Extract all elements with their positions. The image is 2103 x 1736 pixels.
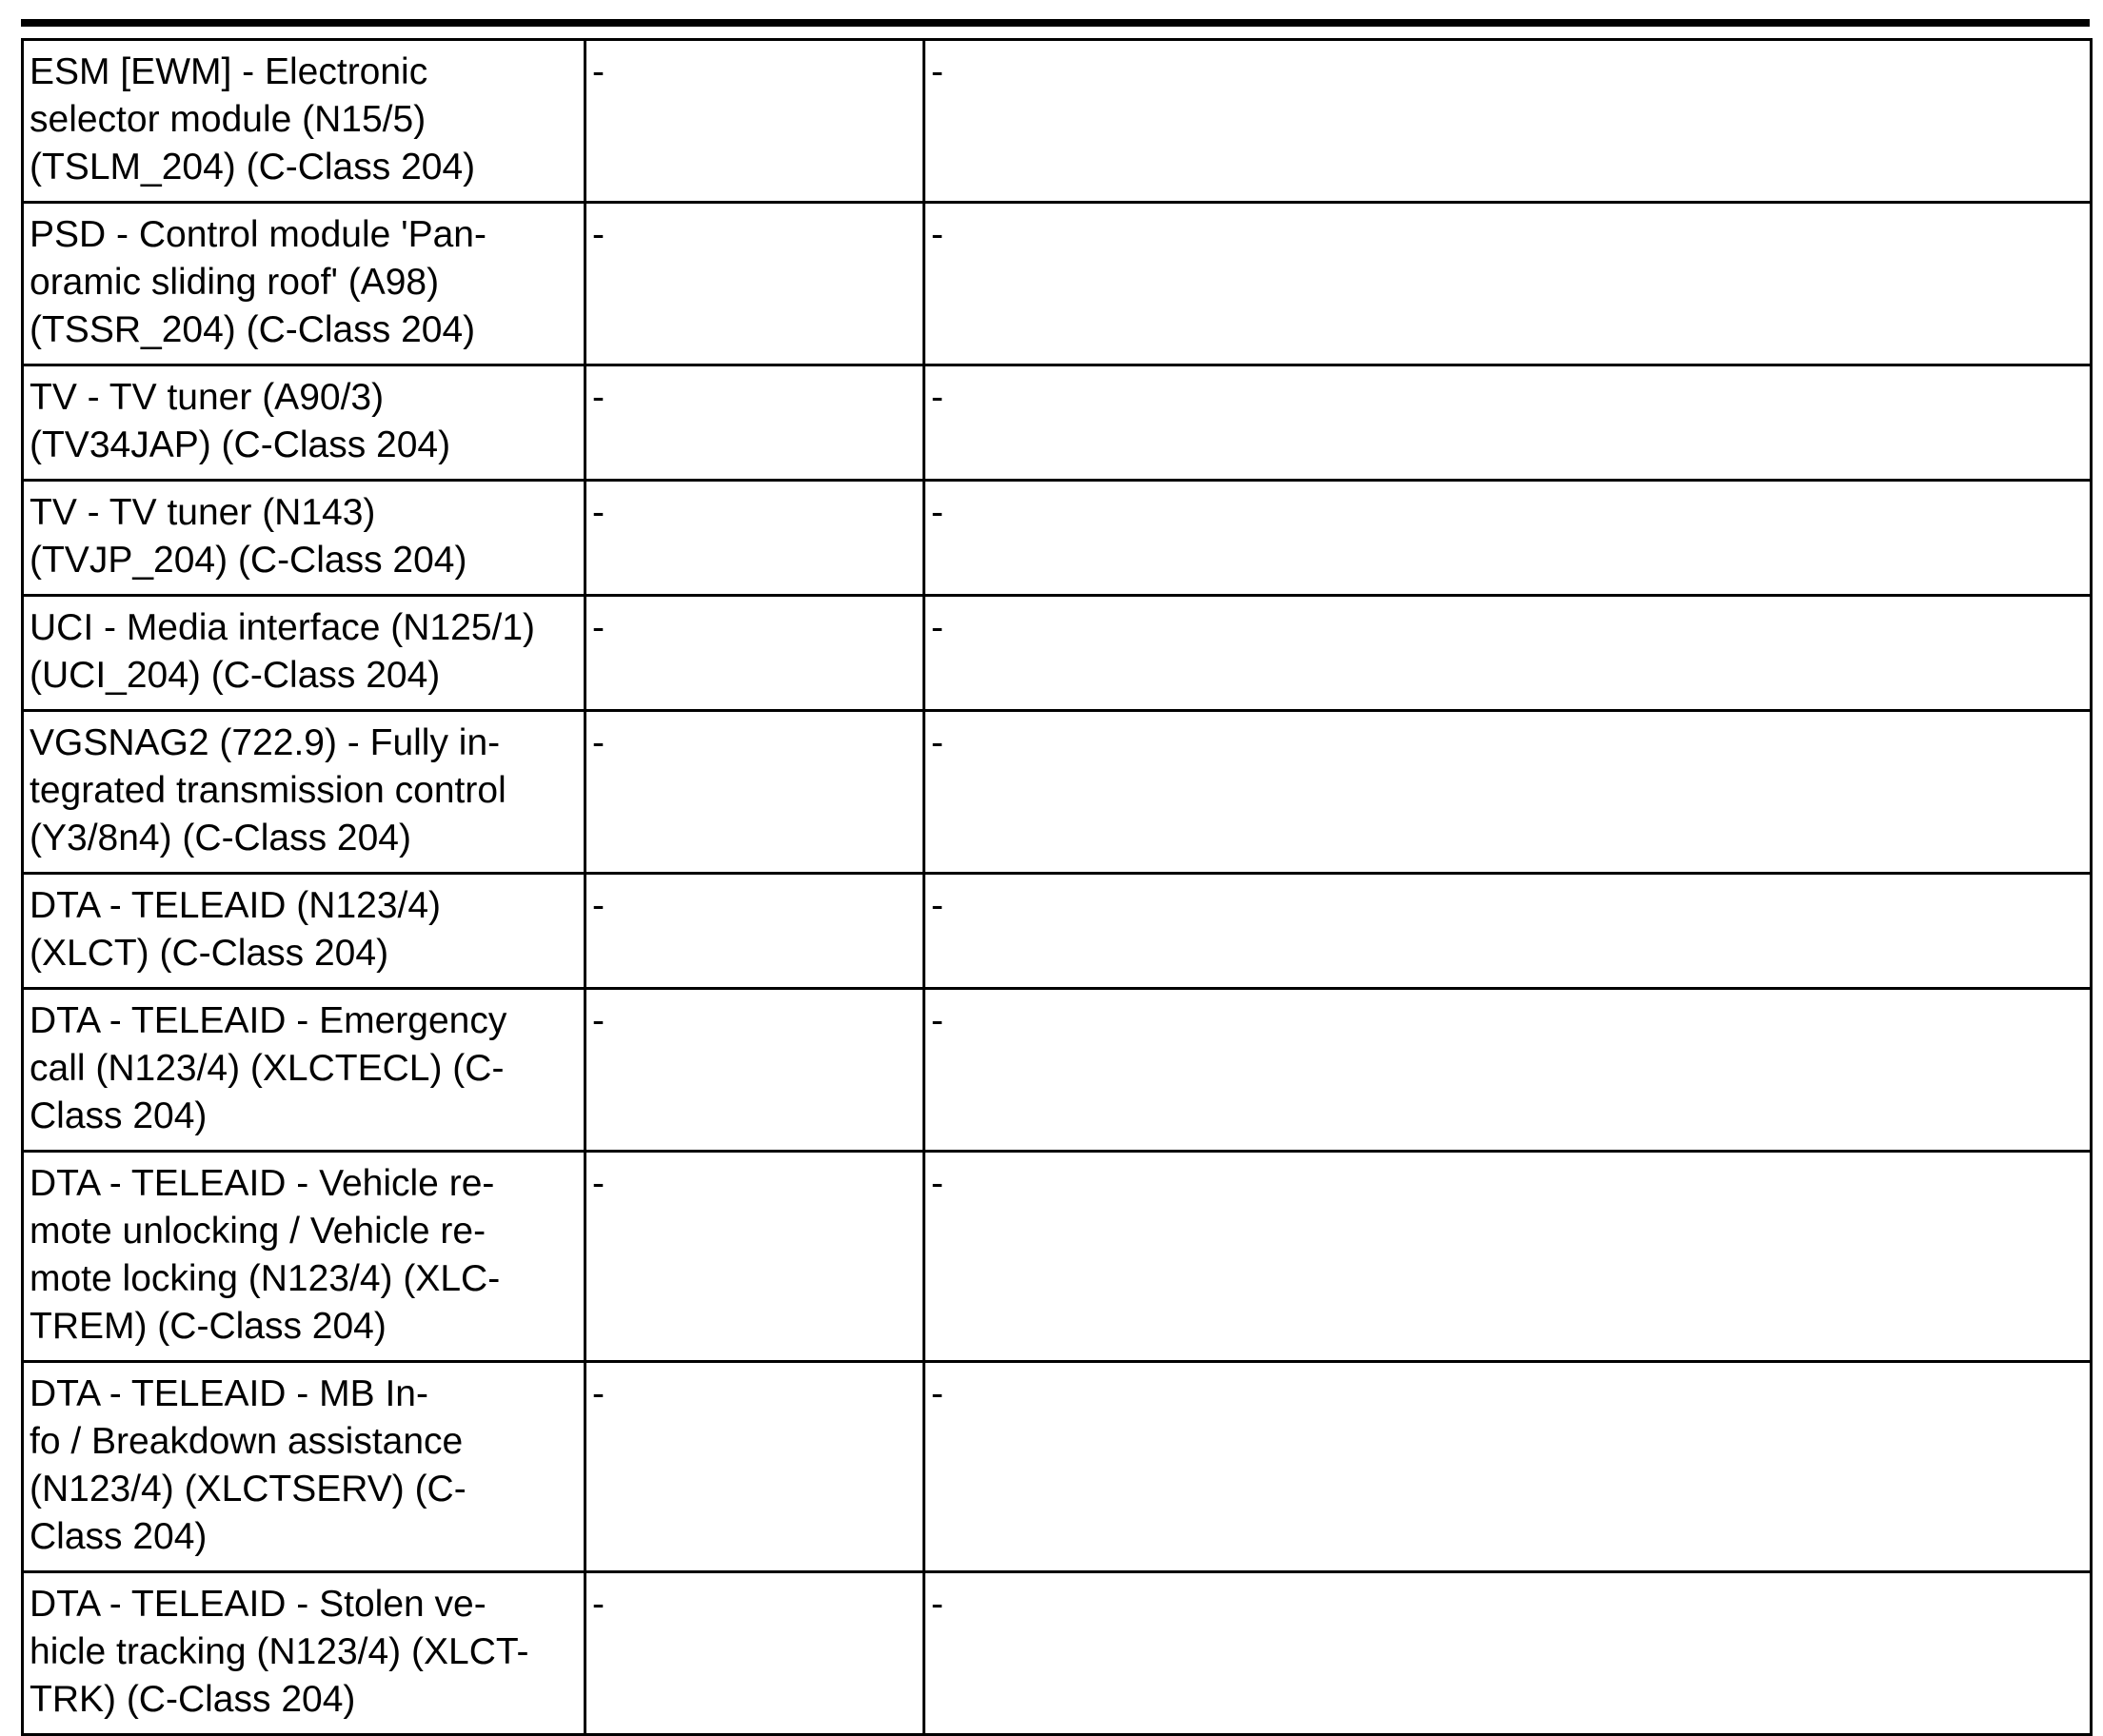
module-description-cell [23, 1362, 585, 1572]
module-description-line: mote unlocking / Vehicle re- [30, 1211, 486, 1252]
module-description-cell [23, 481, 585, 596]
value-cell-3: - [924, 711, 2092, 874]
module-description-cell [23, 874, 585, 989]
value-cell-2: - [585, 481, 924, 596]
value-cell-2: - [585, 596, 924, 711]
value-cell-3: - [924, 989, 2092, 1152]
module-description-line: ESM [EWM] - Electronic [30, 51, 428, 92]
module-description-cell [23, 40, 585, 203]
module-description-line: (Y3/8n4) (C-Class 204) [30, 818, 411, 858]
table-row [23, 365, 2092, 481]
value-cell-3: - [924, 1572, 2092, 1735]
module-description-line: TRK) (C-Class 204) [30, 1679, 356, 1720]
value-cell-3: - [924, 203, 2092, 365]
value-cell-2: - [585, 40, 924, 203]
value-cell-3: - [924, 365, 2092, 481]
module-description-line: UCI - Media interface (N125/1) [30, 607, 536, 648]
module-description-line: (XLCT) (C-Class 204) [30, 933, 389, 974]
module-description-cell [23, 1572, 585, 1735]
module-description-line: (TSLM_204) (C-Class 204) [30, 147, 476, 187]
table-row [23, 711, 2092, 874]
module-description-line: PSD - Control module 'Pan- [30, 214, 486, 255]
value-cell-3: - [924, 1362, 2092, 1572]
module-description-line: tegrated transmission control [30, 770, 506, 811]
module-description-line: selector module (N15/5) [30, 99, 427, 140]
module-description-line: DTA - TELEAID (N123/4) [30, 885, 442, 926]
module-description-cell [23, 989, 585, 1152]
module-description-line: DTA - TELEAID - MB In- [30, 1373, 428, 1414]
module-description-line: hicle tracking (N123/4) (XLCT- [30, 1631, 529, 1672]
module-description-line: (N123/4) (XLCTSERV) (C- [30, 1469, 466, 1509]
module-description-line: TREM) (C-Class 204) [30, 1306, 387, 1347]
module-description-cell [23, 711, 585, 874]
table-row [23, 989, 2092, 1152]
table-body [23, 40, 2092, 1735]
table-row [23, 481, 2092, 596]
module-description-line: mote locking (N123/4) (XLC- [30, 1258, 501, 1299]
value-cell-2: - [585, 203, 924, 365]
value-cell-2: - [585, 711, 924, 874]
module-description-line: (UCI_204) (C-Class 204) [30, 655, 441, 696]
module-description-line: (TV34JAP) (C-Class 204) [30, 424, 451, 465]
table-row [23, 1152, 2092, 1362]
table-row [23, 203, 2092, 365]
control-unit-table [21, 38, 2093, 1736]
value-cell-2: - [585, 1152, 924, 1362]
value-cell-2: - [585, 1362, 924, 1572]
module-description-line: fo / Breakdown assistance [30, 1421, 464, 1462]
module-description-cell [23, 1152, 585, 1362]
module-description-line: DTA - TELEAID - Stolen ve- [30, 1584, 486, 1625]
module-description-line: DTA - TELEAID - Emergency [30, 1000, 507, 1041]
table-row [23, 40, 2092, 203]
module-description-line: oramic sliding roof' (A98) [30, 262, 440, 303]
module-description-line: Class 204) [30, 1516, 208, 1557]
module-description-line: call (N123/4) (XLCTECL) (C- [30, 1048, 505, 1089]
value-cell-2: - [585, 365, 924, 481]
module-description-line: (TVJP_204) (C-Class 204) [30, 540, 467, 581]
value-cell-3: - [924, 40, 2092, 203]
module-description-line: VGSNAG2 (722.9) - Fully in- [30, 722, 501, 763]
module-description-cell [23, 596, 585, 711]
table-row [23, 874, 2092, 989]
module-description-cell [23, 365, 585, 481]
module-description-line: DTA - TELEAID - Vehicle re- [30, 1163, 495, 1204]
module-description-line: Class 204) [30, 1095, 208, 1136]
value-cell-3: - [924, 874, 2092, 989]
table-row [23, 1362, 2092, 1572]
value-cell-3: - [924, 1152, 2092, 1362]
value-cell-3: - [924, 596, 2092, 711]
module-description-line: (TSSR_204) (C-Class 204) [30, 309, 476, 350]
table-row [23, 596, 2092, 711]
module-description-line: TV - TV tuner (A90/3) [30, 377, 385, 418]
module-description-line: TV - TV tuner (N143) [30, 492, 376, 533]
module-description-cell [23, 203, 585, 365]
value-cell-2: - [585, 874, 924, 989]
value-cell-2: - [585, 989, 924, 1152]
value-cell-3: - [924, 481, 2092, 596]
value-cell-2: - [585, 1572, 924, 1735]
top-rule [21, 19, 2090, 27]
table-row [23, 1572, 2092, 1735]
